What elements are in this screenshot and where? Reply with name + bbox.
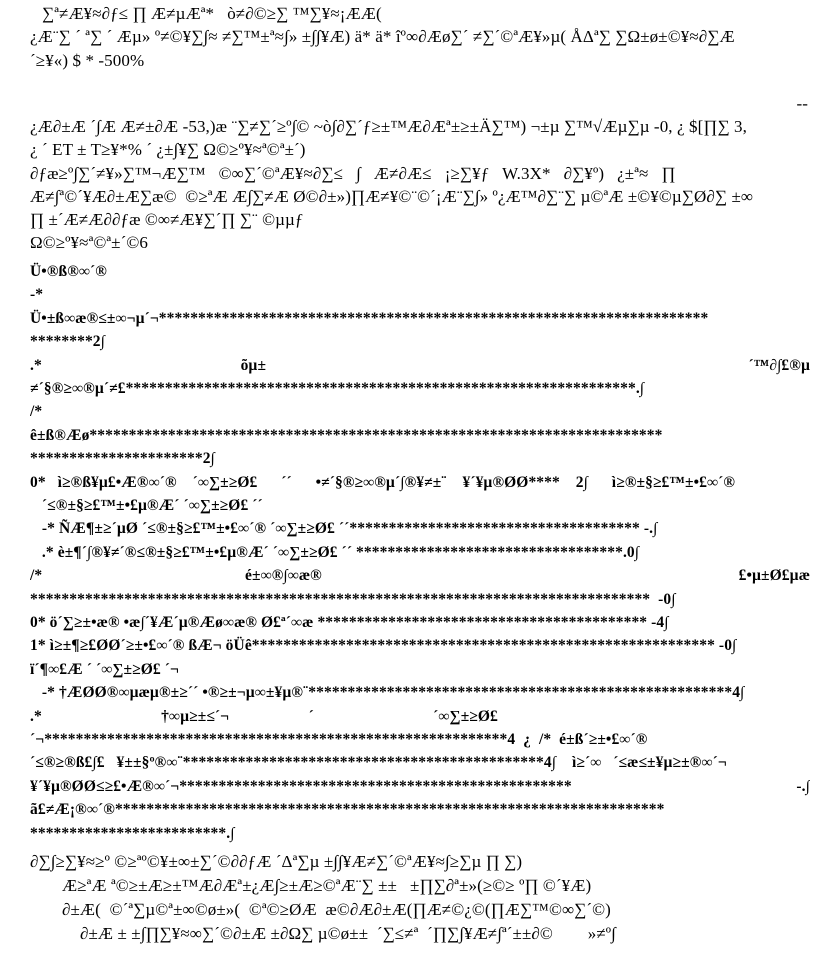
contents-row: ********2∫ [30,333,105,350]
paragraph-line-3: ∂ƒæ≥º∫∑´≠¥»∑™¬Æ∑™ ©∞∑´©ªÆ¥≈∂∑≤ ∫ Æ≠∂Æ≤ ¡≥∑¥ƒ W.3X* ∂∑¥º) ¿±ª≈ ∏ [30,164,676,183]
contents-row: 1* ì≥±¶≥£ØØ´≥±•£∞´® ßÆ¬ öÜê*********************************************************** -0∫ [30,637,737,654]
paragraph-line-2: ¿ ´ ET ± T≥¥*% ´ ¿±∫¥∑ Ω©≥º¥≈ª©ª±´) [30,140,306,159]
contents-row: ´≤®≥®ß£∫£ ¥±±§º®∞¨**********************************************4∫ ì≥´∞ ´≤æ≤±¥µ≥±®∞´¬ [30,754,727,771]
paragraph-line-5: ∏ ±´Æ≠Æ∂∂ƒæ ©∞≠Æ¥∑´∏ ∑¨ ©µµƒ [30,210,304,229]
contents-row: /* [30,403,43,420]
contents-row: /* é±∞®∫∞æ® [30,567,322,584]
contents-row: ê±ß®Æø************************************************************************* [30,427,663,444]
contents-row: **********************2∫ [30,450,215,467]
contents-row: ≠´§®≥∞®µ´≠£*****************************************************************.∫ [30,380,645,397]
contents-row: -* [30,286,44,303]
paragraph-line-4: Æ≠∫ª©´¥Æ∂±Æ∑æ© ©≥ªÆ Æ∫∑≠Æ Ø©∂±»)∏Æ≠¥©¨©´¡Æ¨∑∫» º¿Æ™∂∑¨∑ µ©ªÆ ±©¥©µ∑Ø∂∑ ±∞ [30,187,754,206]
contents-row: ´≤®±§≥£™±•£µ®Æ´ ´∞∑±≥Ø£ ´´ [30,497,263,514]
footer-line-3: ∂±Æ( ©´ª∑µ©ª±∞©ø±»( ©ª©≥ØÆ æ©∂Æ∂±Æ(∏Æ≠©¿©(∏Æ∑™©∞∑´©) [62,900,611,919]
footer-line-1: ∂∑∫≥∑¥≈≥º ©≥ªº©¥±∞±∑´©∂∂ƒÆ ´Δª∑µ ±∫∫¥Æ≠∑´©ªÆ¥≈∫≥∑µ ∏ ∑) [30,852,523,871]
contents-row: .* †∞µ≥±≤´¬ ´ ´∞∑±≥Ø£ [30,708,498,725]
contents-row-right: -.∫ [796,778,810,795]
footer-line-4: ∂±Æ ± ±∫∏∑¥≈∞∑´©∂±Æ ±∂Ω∑ µ©ø±± ´∑≤≠ª ´∏∑∫¥Æ≠∫ª´±±∂© »≠º∫ [80,924,616,943]
contents-row: Ü•±ß∞æ®≤±∞¬µ´¬********************************************************************** [30,310,709,327]
contents-row: -* †ÆØØ®∞µæµ®±≥´´ •®≥±¬µ∞±¥µ®¨******************************************************4∫ [30,684,745,701]
intro-line-3: ´≥¥«) $ * -500% [30,51,145,70]
contents-row-right: ´™∂∫£®µ [748,357,810,374]
contents-row: 0* ö´∑≥±•æ® •æ∫´¥Æ´µ®Æø∞æ® Ø£ª´∞æ ****************************************** -4∫ [30,614,669,631]
contents-row: -* ÑÆ¶±≥´µØ ´≤®±§≥£™±•£∞´® ´∞∑±≥Ø£ ´´************************************* -.∫ [30,520,658,537]
contents-row: .* è±¶´∫®¥≠´®≤®±§≥£™±•£µ®Æ´ ´∞∑±≥Ø£ ´´ **********************************.0∫ [30,544,640,561]
contents-row: ´¬***********************************************************4 ¿ /* é±ß´≥±•£∞´® [30,731,648,748]
contents-row: .* õµ± [30,357,267,374]
contents-row: *************************.∫ [30,825,235,842]
contents-row: ã£≠Æ¡®∞´®********************************************************************** [30,801,665,818]
contents-row: Ü•®ß®∞´® [30,263,107,280]
contents-row: ¥´¥µ®ØØ≤≥£•Æ®∞´¬************************************************** [30,778,572,795]
paragraph-line-1: ¿Æ∂±Æ ´∫Æ Æ≠±∂Æ -53,)æ ¨∑≠∑´≥º∫© ~ò∫∂∑´ƒ≥±™Æ∂Æª±≥±Ä∑™) ¬±µ ∑™√Æµ∑µ -0, ¿ $[∏∑ 3, [30,117,747,136]
intro-line-2: ¿Æ¨∑ ´ ª∑ ´ Æµ» º≠©¥∑∫≈ ≠∑™±ª≈∫» ±∫∫¥Æ) ä* ä* îº∞∂Æø∑´ ≠∑´©ªÆ¥»µ( ÅΔª∑ ∑Ω±ø±©¥≈∂∑Æ [30,27,735,46]
contents-row: ******************************************************************************* -0∫ [30,591,676,608]
dash-marker: -- [796,94,808,113]
footer-line-2: Æ≥ªÆ ª©≥±Æ≥±™Æ∂Æª±¿Æ∫≥±Æ≥©ªÆ¨∑ ±± ±∏∑∂ª±»(≥©≥ º∏ ©´¥Æ) [62,876,592,895]
contents-row: ï´¶∞£Æ ´ ´∞∑±≥Ø£ ´¬ [30,661,179,678]
intro-line-1: ∑ª≠Æ¥≈∂ƒ≤ ∏ Æ≠µÆª* ò≠∂©≥∑ ™∑¥≈¡ÆÆ( [42,4,382,23]
paragraph-line-6: Ω©≥º¥≈ª©ª±´©6 [30,233,148,252]
contents-row: 0* ì≥®ß¥µ£•Æ®∞´® ´∞∑±≥Ø£ ´´ •≠´§®≥∞®µ´∫®¥≠±¨ ¥´¥µ®ØØ**** 2∫ ì≥®±§≥£™±•£∞´® [30,474,736,491]
contents-row-right: £•µ±Ø£µæ [738,567,810,584]
